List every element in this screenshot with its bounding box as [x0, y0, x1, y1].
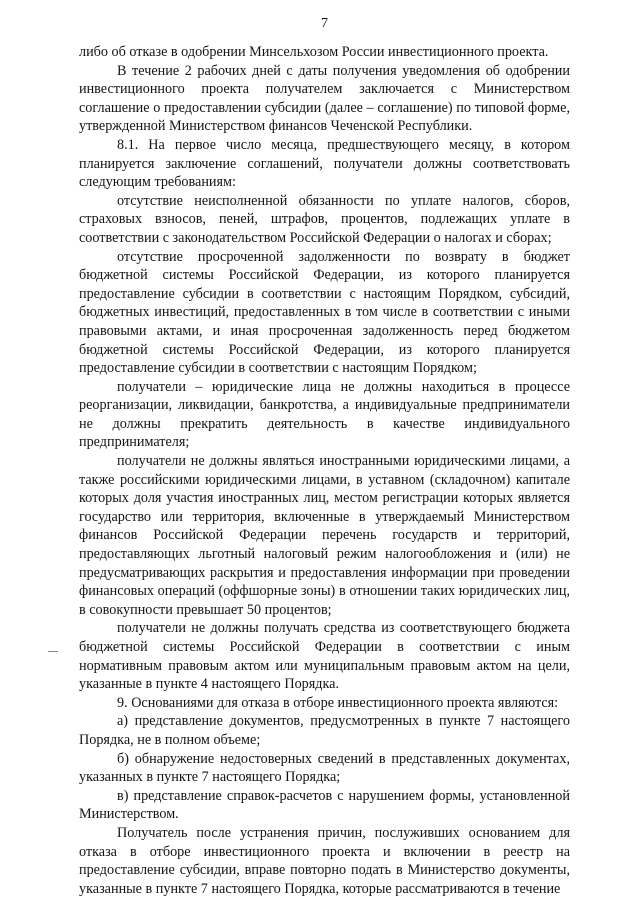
paragraph-2: В течение 2 рабочих дней с даты получения уведомления об одобрении инвестиционного проекта получателем заключается с Министерством соглашение о предоставлении субсидии (далее – соглашение) по типовой форме, утвержденной Министерством финансов Чеченской Республики. — [79, 62, 570, 135]
requirement-not-foreign: получатели не должны являться иностранными юридическими лицами, а также российскими юридическими лицами, в уставном (складочном) капитале которых доля участия иностранных лиц, местом регистрации которых является государство или территория, включенные в утверждаемый Министерством финансов Российской Федерации перечень государств и территорий, предоставляющих льготный налоговый режим налогообложения и (или) не предусматривающих раскрытия и предоставления информации при проведении финансовых операций (оффшорные зоны) в отношении таких юридических лиц, в совокупности превышает 50 процентов; — [79, 453, 570, 618]
requirement-no-other-funds: получатели не должны получать средства из соответствующего бюджета бюджетной системы Российской Федерации в соответствии с иным нормативным правовым актом или муниципальным правовым актом на цели, указанные в пункте 4 настоящего Порядка. — [79, 620, 570, 693]
paragraph-9: 9. Основаниями для отказа в отборе инвестиционного проекта являются: — [117, 694, 559, 711]
refusal-reason-b: б) обнаружение недостоверных сведений в представленных документах, указанных в пункте 7 настоящего Порядка; — [79, 750, 570, 786]
page-number: 7 — [321, 16, 328, 31]
requirement-no-overdue-debt: отсутствие просроченной задолженности по возврату в бюджет бюджетной системы Российской Федерации, из которого планируется предоставление субсидии в соответствии с настоящим Порядком, субсидий, бюджетных инвестиций, предоставленных в том числе в соответствии с иными правовыми актами, и иная просроченная задолженность перед бюджетом бюджетной системы Российской Федерации, из которого планируется предоставление субсидии в соответствии с настоящим Порядком; — [79, 248, 570, 377]
requirement-no-reorganization: получатели – юридические лица не должны находиться в процессе реорганизации, ликвидации, банкротства, а индивидуальные предприниматели не должны прекратить деятельность в качестве индивидуального предпринимателя; — [79, 378, 570, 451]
paragraph-8-1: 8.1. На первое число месяца, предшествующего месяцу, в котором планируется заключение соглашений, получатели должны соответствовать следующим требованиям: — [79, 136, 570, 191]
margin-mark — [48, 651, 58, 652]
refusal-reason-c: в) представление справок-расчетов с нарушением формы, установленной Министерством. — [79, 787, 570, 823]
requirement-taxes: отсутствие неисполненной обязанности по уплате налогов, сборов, страховых взносов, пеней, штрафов, процентов, подлежащих уплате в соответствии с законодательством Российской Федерации о налогах и сборах; — [79, 192, 570, 246]
paragraph-1: либо об отказе в одобрении Минсельхозом России инвестиционного проекта. — [79, 44, 549, 60]
refusal-reason-a: а) представление документов, предусмотренных в пункте 7 настоящего Порядка, не в полном объеме; — [79, 713, 570, 748]
paragraph-resubmission: Получатель после устранения причин, послуживших основанием для отказа в отборе инвестиционного проекта и включении в реестр на предоставление субсидии, вправе повторно подать в Министерство документы, указанные в пункте 7 настоящего Порядка, которые рассматриваются в течение — [79, 824, 570, 897]
